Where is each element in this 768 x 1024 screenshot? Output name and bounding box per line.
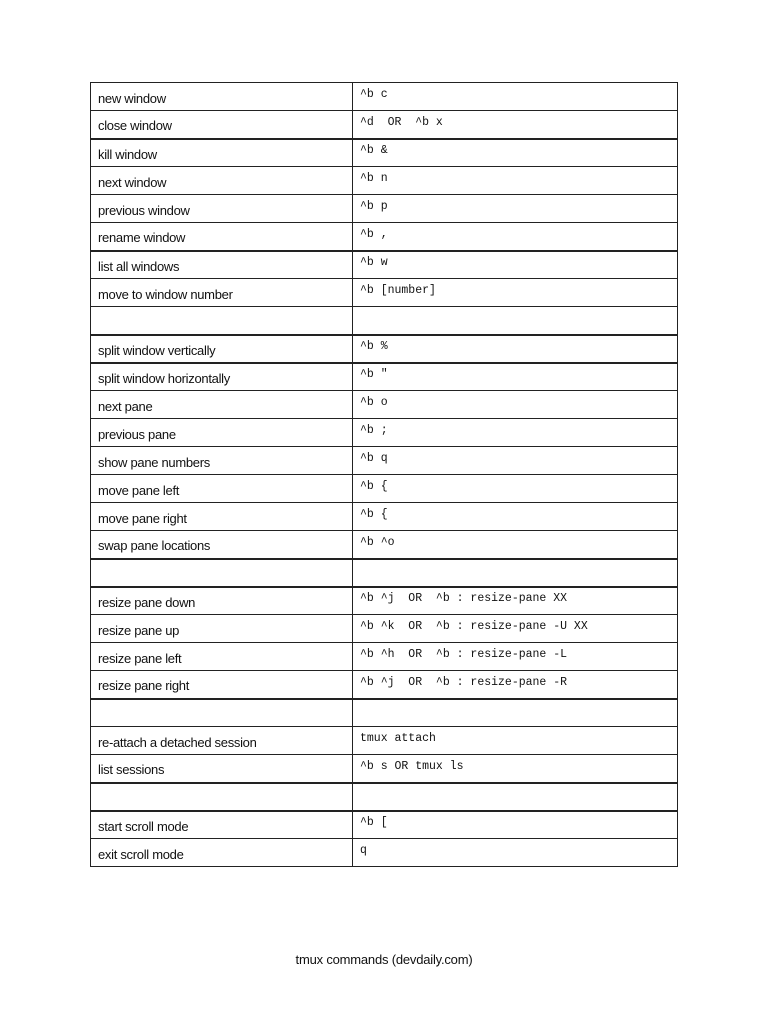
command-keys: ^b { xyxy=(353,475,678,503)
command-keys: ^b { xyxy=(353,503,678,531)
command-row xyxy=(91,223,678,251)
command-keys xyxy=(353,307,678,335)
command-keys: ^b [ xyxy=(353,811,678,839)
command-keys: ^b c xyxy=(353,83,678,111)
command-description: close window xyxy=(91,111,353,139)
command-description: resize pane up xyxy=(91,615,353,643)
command-description xyxy=(91,699,353,727)
command-description: move pane right xyxy=(91,503,353,531)
command-description: swap pane locations xyxy=(91,531,353,559)
command-description xyxy=(91,783,353,811)
command-description: resize pane left xyxy=(91,643,353,671)
command-description: previous pane xyxy=(91,419,353,447)
command-keys: ^b ; xyxy=(353,419,678,447)
command-row xyxy=(91,475,678,503)
command-description: re-attach a detached session xyxy=(91,727,353,755)
command-row xyxy=(91,307,678,335)
command-description: kill window xyxy=(91,139,353,167)
command-keys: ^b ^o xyxy=(353,531,678,559)
command-keys: ^b % xyxy=(353,335,678,363)
command-row xyxy=(91,839,678,867)
command-keys: ^b o xyxy=(353,391,678,419)
command-row xyxy=(91,111,678,139)
command-keys: ^b ^j OR ^b : resize-pane XX xyxy=(353,587,678,615)
command-row xyxy=(91,783,678,811)
command-row xyxy=(91,447,678,475)
command-description: start scroll mode xyxy=(91,811,353,839)
command-row xyxy=(91,531,678,559)
command-row xyxy=(91,727,678,755)
command-keys: ^b [number] xyxy=(353,279,678,307)
command-keys xyxy=(353,699,678,727)
command-description: move to window number xyxy=(91,279,353,307)
command-row xyxy=(91,195,678,223)
command-keys: ^b q xyxy=(353,447,678,475)
command-row xyxy=(91,139,678,167)
command-description xyxy=(91,559,353,587)
command-description: previous window xyxy=(91,195,353,223)
command-row xyxy=(91,615,678,643)
command-description: list sessions xyxy=(91,755,353,783)
command-keys: ^b p xyxy=(353,195,678,223)
command-keys: ^b ^h OR ^b : resize-pane -L xyxy=(353,643,678,671)
command-row xyxy=(91,83,678,111)
command-row xyxy=(91,643,678,671)
commands-table xyxy=(90,82,678,867)
command-description: rename window xyxy=(91,223,353,251)
command-row xyxy=(91,391,678,419)
command-description: show pane numbers xyxy=(91,447,353,475)
command-keys xyxy=(353,783,678,811)
command-row xyxy=(91,671,678,699)
command-description: next pane xyxy=(91,391,353,419)
command-description: list all windows xyxy=(91,251,353,279)
command-keys: tmux attach xyxy=(353,727,678,755)
command-description: exit scroll mode xyxy=(91,839,353,867)
command-row xyxy=(91,251,678,279)
command-row xyxy=(91,167,678,195)
command-description: split window horizontally xyxy=(91,363,353,391)
commands-table-body xyxy=(91,83,678,867)
command-keys: ^b ^j OR ^b : resize-pane -R xyxy=(353,671,678,699)
command-row xyxy=(91,699,678,727)
command-description: resize pane right xyxy=(91,671,353,699)
command-row xyxy=(91,363,678,391)
command-keys: ^d OR ^b x xyxy=(353,111,678,139)
command-row xyxy=(91,811,678,839)
command-row xyxy=(91,335,678,363)
command-row xyxy=(91,587,678,615)
command-keys: ^b , xyxy=(353,223,678,251)
command-keys: ^b ^k OR ^b : resize-pane -U XX xyxy=(353,615,678,643)
command-keys: ^b n xyxy=(353,167,678,195)
command-row xyxy=(91,559,678,587)
command-row xyxy=(91,755,678,783)
command-keys xyxy=(353,559,678,587)
command-keys: ^b " xyxy=(353,363,678,391)
command-description: resize pane down xyxy=(91,587,353,615)
page-footer: tmux commands (devdaily.com) xyxy=(295,952,473,967)
command-description: next window xyxy=(91,167,353,195)
command-row xyxy=(91,503,678,531)
command-keys: ^b s OR tmux ls xyxy=(353,755,678,783)
command-description: split window vertically xyxy=(91,335,353,363)
command-description: new window xyxy=(91,83,353,111)
command-description: move pane left xyxy=(91,475,353,503)
command-keys: q xyxy=(353,839,678,867)
command-keys: ^b w xyxy=(353,251,678,279)
command-description xyxy=(91,307,353,335)
command-keys: ^b & xyxy=(353,139,678,167)
command-row xyxy=(91,279,678,307)
command-row xyxy=(91,419,678,447)
